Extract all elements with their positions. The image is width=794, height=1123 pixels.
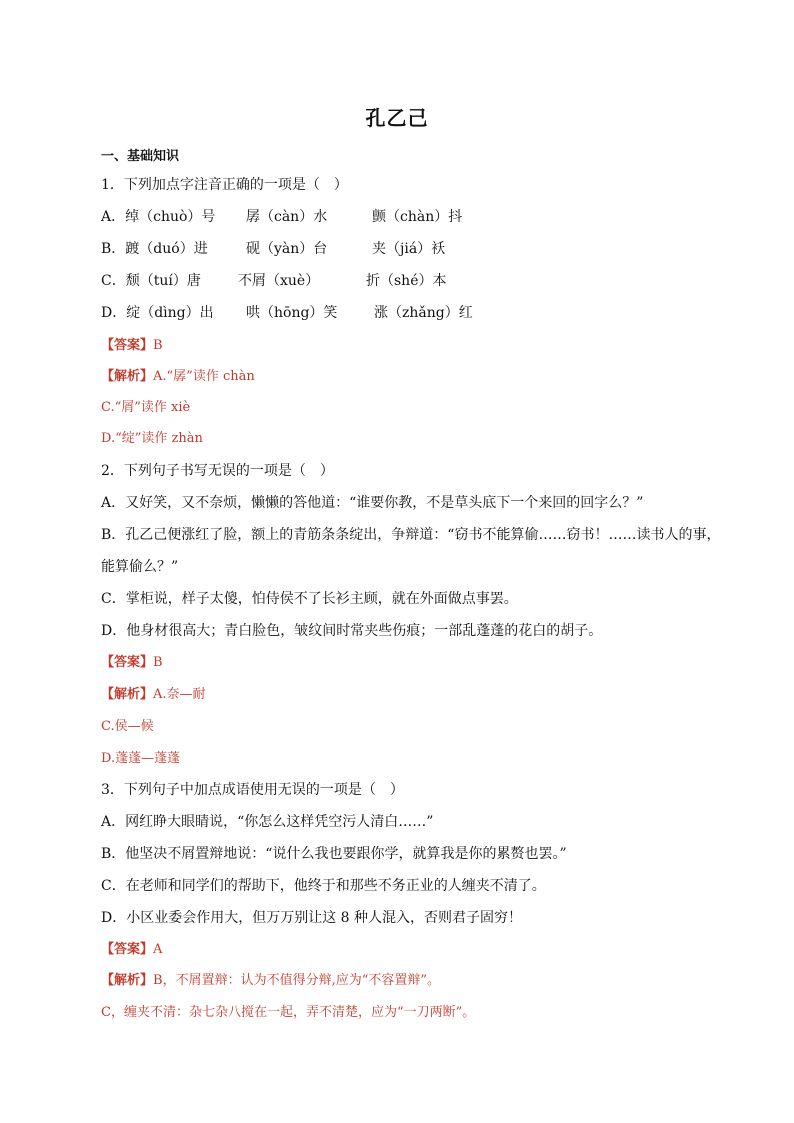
q2-analysis-line: C.侯—候 <box>101 719 154 734</box>
q2-option-b: B．孔乙己便涨红了脸，额上的青筋条条绽出，争辩道：“窃书不能算偷……窃书！……读书人的事，能算偷么？” <box>101 527 721 575</box>
q3-analysis-line: C，缠夹不清：杂七杂八搅在一起，弄不清楚，应为“一刀两断”。 <box>101 1005 476 1020</box>
q1-c-2: 不屑（xuè） <box>238 273 320 289</box>
q2-stem: 2．下列句子书写无误的一项是（ ） <box>101 463 334 479</box>
q1-analysis-line: A.“孱”读作 chàn <box>153 369 255 384</box>
q1-answer-value: B <box>153 338 163 353</box>
page-title: 孔乙己 <box>365 106 429 130</box>
q3-answer-value: A <box>153 942 163 957</box>
q1-answer <box>101 336 163 356</box>
q1-b-2: 砚（yàn）台 <box>246 241 328 257</box>
q2-answer-value: B <box>153 655 163 670</box>
q2-answer <box>101 653 163 673</box>
q1-b-3: 夹（jiá）袄 <box>372 241 446 257</box>
q1-option-b <box>101 239 445 259</box>
q1-b-1: B．踱（duó）进 <box>101 241 208 257</box>
q1-analysis-line: D.“绽”读作 zhàn <box>101 431 203 446</box>
q1-a-3: 颤（chàn）抖 <box>372 209 463 225</box>
q2-analysis-line: D.蓬蓬—蓬蓬 <box>101 751 181 766</box>
q3-answer <box>101 940 162 960</box>
q2-analysis <box>101 685 206 705</box>
q2-option-c: C．掌柜说，样子太傻，怕侍侯不了长衫主顾，就在外面做点事罢。 <box>101 591 518 607</box>
q3-analysis <box>101 971 440 991</box>
q1-analysis-tag: 【解析】 <box>101 369 154 384</box>
q1-d-3: 涨（zhǎng）红 <box>374 305 473 321</box>
q1-d-2: 哄（hōng）笑 <box>246 305 338 321</box>
q3-analysis-line: B，不屑置辩：认为不值得分辩,应为“不容置辩”。 <box>153 973 440 988</box>
q2-analysis-line: A.奈—耐 <box>153 687 206 702</box>
q1-d-1: D．绽（dìng）出 <box>101 305 214 321</box>
q1-answer-tag: 【答案】 <box>101 338 154 353</box>
q3-option-c: C．在老师和同学们的帮助下，他终于和那些不务正业的人缠夹不清了。 <box>101 878 546 894</box>
q3-option-a: A．网红睁大眼睛说，“你怎么这样凭空污人清白……” <box>101 814 434 830</box>
q3-option-b: B．他坚决不屑置辩地说：“说什么我也要跟你学，就算我是你的累赘也罢。” <box>101 846 567 862</box>
q3-option-d: D．小区业委会作用大，但万万别让这 8 种人混入，否则君子固穷！ <box>101 910 523 926</box>
q1-c-3: 折（shé）本 <box>366 273 447 289</box>
q1-option-c <box>101 271 447 291</box>
q1-a-2: 孱（càn）水 <box>246 209 328 225</box>
q1-analysis <box>101 367 255 387</box>
q2-analysis-tag: 【解析】 <box>101 687 154 702</box>
q3-answer-tag: 【答案】 <box>101 942 154 957</box>
q2-answer-tag: 【答案】 <box>101 655 154 670</box>
q2-option-d: D．他身材很高大；青白脸色，皱纹间时常夹些伤痕；一部乱蓬蓬的花白的胡子。 <box>101 623 603 639</box>
q1-analysis-line: C.“屑”读作 xiè <box>101 400 191 415</box>
q1-stem: 1．下列加点字注音正确的一项是（ ） <box>101 177 348 193</box>
q1-option-d <box>101 303 473 323</box>
q3-stem: 3．下列句子中加点成语使用无误的一项是（ ） <box>101 782 404 798</box>
q1-option-a <box>101 207 462 227</box>
section-heading: 一、基础知识 <box>101 149 180 164</box>
q1-a-1: A．绰（chuò）号 <box>101 209 216 225</box>
q2-option-a: A．又好笑，又不奈烦，懒懒的答他道：“谁要你教，不是草头底下一个来回的回字么？” <box>101 495 644 511</box>
q3-analysis-tag: 【解析】 <box>101 973 154 988</box>
q1-c-1: C．颓（tuí）唐 <box>101 273 201 289</box>
